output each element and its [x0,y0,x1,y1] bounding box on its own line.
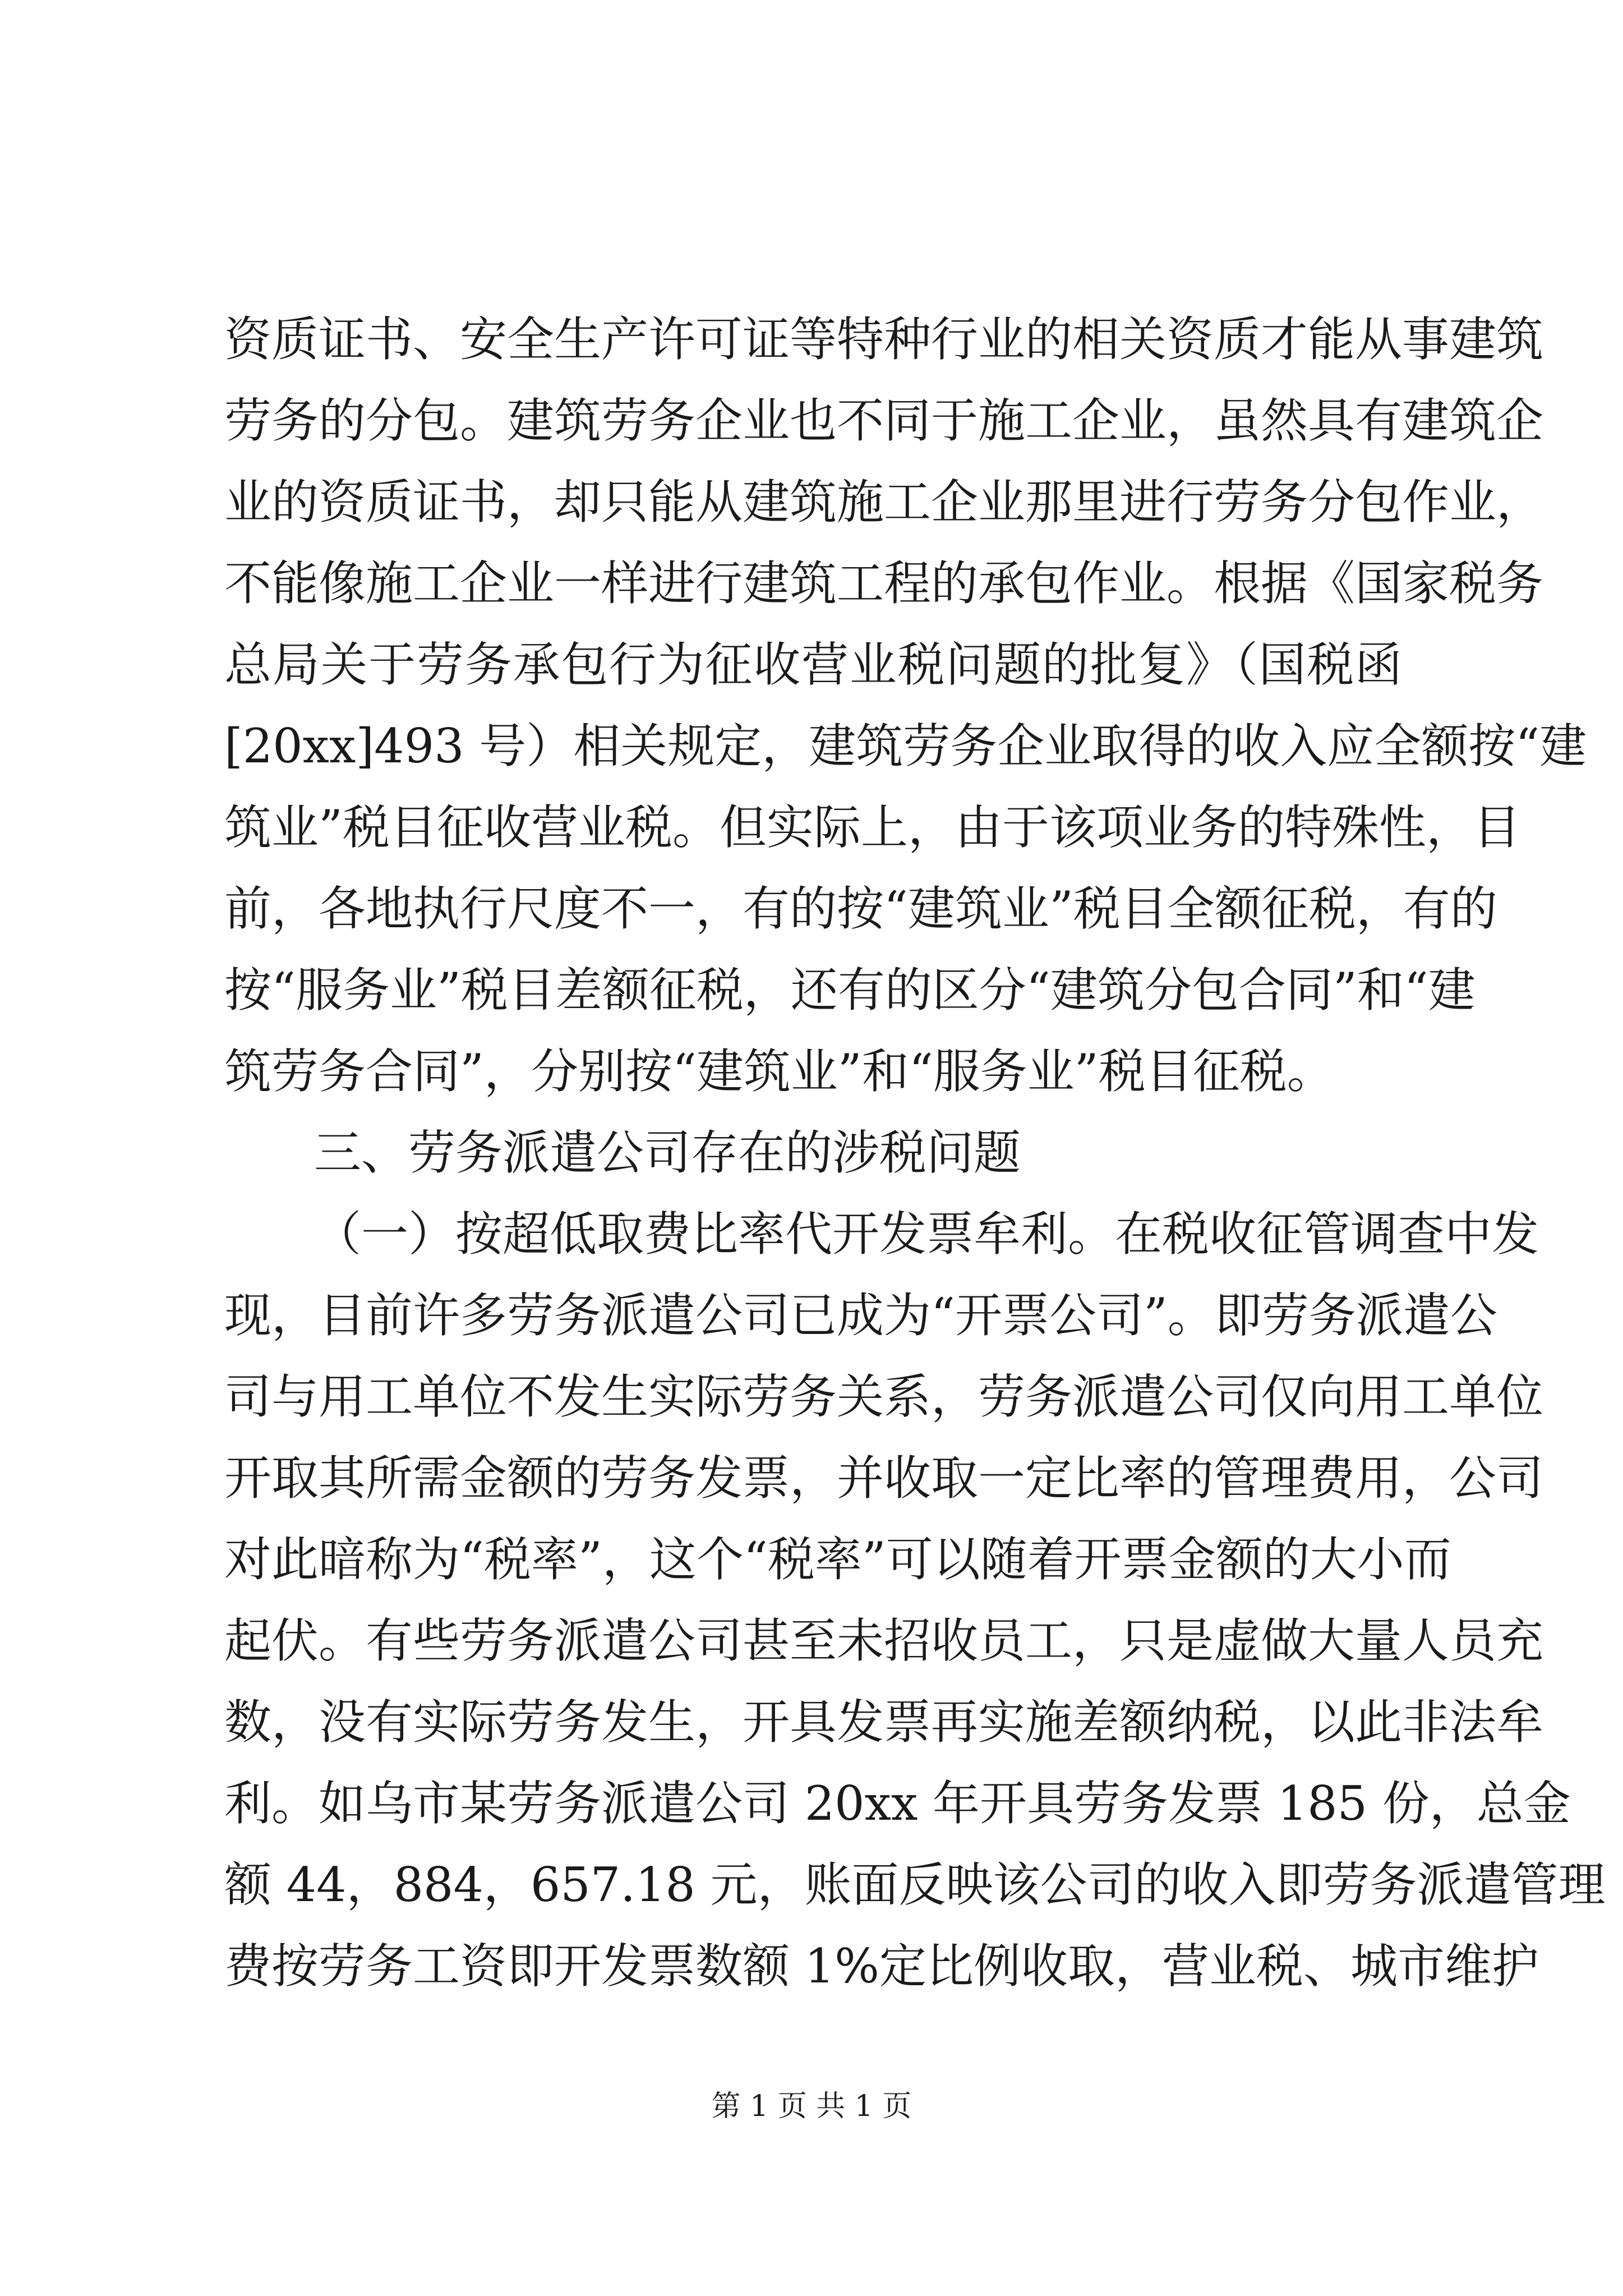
paragraph-line: 前，各地执行尺度不一，有的按“建筑业”税目全额征税，有的 [224,881,1497,936]
paragraph-line: 总局关于劳务承包行为征收营业税问题的批复》（国税函 [224,637,1402,692]
paragraph-line: 费按劳务工资即开发票数额 1%定比例收取，营业税、城市维护 [224,1939,1539,1994]
paragraph-line: 开取其所需金额的劳务发票，并收取一定比率的管理费用，公司 [224,1451,1544,1506]
paragraph-line: 筑业”税目征收营业税。但实际上，由于该项业务的特殊性，目 [224,800,1520,855]
paragraph-line: 按“服务业”税目差额征税，还有的区分“建筑分包合同”和“建 [224,963,1476,1018]
paragraph-line: 劳务的分包。建筑劳务企业也不同于施工企业，虽然具有建筑企 [224,393,1544,448]
paragraph-line: 现，目前许多劳务派遣公司已成为“开票公司”。即劳务派遣公 [224,1288,1497,1343]
paragraph-line: （一）按超低取费比率代开发票牟利。在税收征管调查中发 [314,1207,1539,1262]
paragraph-line: 不能像施工企业一样进行建筑工程的承包作业。根据《国家税务 [224,556,1544,611]
paragraph-line: 额 44，884，657.18 元，账面反映该公司的收入即劳务派遣管理 [224,1857,1606,1912]
paragraph-line: 业的资质证书，却只能从建筑施工企业那里进行劳务分包作业， [224,475,1544,530]
paragraph-line: 筑劳务合同”，分别按“建筑业”和“服务业”税目征税。 [224,1044,1334,1099]
paragraph-line: 对此暗称为“税率”，这个“税率”可以随着开票金额的大小而 [224,1532,1451,1587]
paragraph-line: 司与用工单位不发生实际劳务关系，劳务派遣公司仅向用工单位 [224,1369,1544,1424]
page-footer: 第 1 页 共 1 页 [711,2090,912,2123]
section-heading: 三、劳务派遣公司存在的涉税问题 [314,1125,1021,1180]
paragraph-line: 利。如乌市某劳务派遣公司 20xx 年开具劳务发票 185 份，总金 [224,1776,1571,1831]
paragraph-line: 资质证书、安全生产许可证等特种行业的相关资质才能从事建筑 [224,312,1544,367]
paragraph-line: 数，没有实际劳务发生，开具发票再实施差额纳税，以此非法牟 [224,1695,1544,1750]
paragraph-line: [20xx]493 号）相关规定，建筑劳务企业取得的收入应全额按“建 [224,719,1587,774]
paragraph-line: 起伏。有些劳务派遣公司甚至未招收员工，只是虚做大量人员充 [224,1613,1544,1668]
